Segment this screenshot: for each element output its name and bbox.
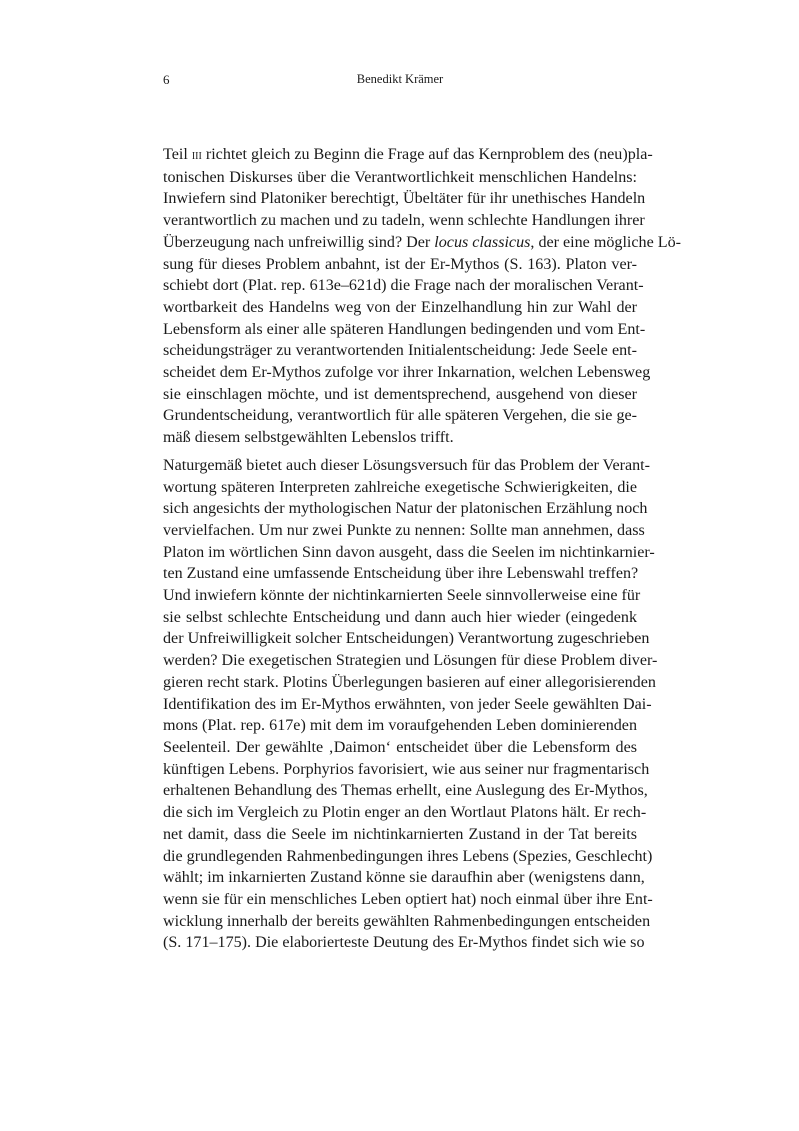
text-line: sung für dieses Problem anbahnt, ist der Er-Mythos (S. 163). Platon ver- bbox=[163, 255, 637, 273]
running-title: Benedikt Krämer bbox=[356, 72, 444, 86]
paragraph bbox=[163, 455, 658, 954]
text-line: die sich im Vergleich zu Plotin enger an den Wortlaut Platons hält. Er rech- bbox=[163, 804, 647, 822]
text-line: künftigen Lebens. Porphyrios favorisiert, wie aus seiner nur fragmentarisch bbox=[163, 760, 650, 778]
text-line: Überzeugung nach unfreiwillig sind? Der locus classicus, der eine mögliche Lö- bbox=[163, 233, 681, 251]
text-line: scheidet dem Er-Mythos zufolge vor ihrer Inkarnation, welchen Lebensweg bbox=[163, 364, 651, 382]
text-line: wortung späteren Interpreten zahlreiche exegetische Schwierigkeiten, die bbox=[163, 478, 637, 496]
page-number: 6 bbox=[163, 72, 170, 87]
text-line: sie einschlagen möchte, und ist dementsprechend, ausgehend von dieser bbox=[163, 385, 637, 403]
text-line: mäß diesem selbstgewählten Lebenslos trifft. bbox=[163, 429, 454, 447]
text-line: sie selbst schlechte Entscheidung und dann auch hier wieder (eingedenk bbox=[163, 608, 637, 626]
text-line: Naturgemäß bietet auch dieser Lösungsversuch für das Problem der Verant- bbox=[163, 456, 650, 474]
text-line: scheidungsträger zu verantwortenden Initialentscheidung: Jede Seele ent- bbox=[163, 342, 637, 360]
text-line: wenn sie für ein menschliches Leben optiert hat) noch einmal über ihre Ent- bbox=[163, 890, 653, 908]
text-line: Platon im wörtlichen Sinn davon ausgeht, dass die Seelen im nichtinkarnier- bbox=[163, 543, 655, 561]
italic-term: locus classicus bbox=[434, 233, 531, 251]
running-head bbox=[163, 72, 637, 92]
text-line: Grundentscheidung, verantwortlich für alle späteren Vergehen, die sie ge- bbox=[163, 407, 638, 425]
text-line: ten Zustand eine umfassende Entscheidung über ihre Lebenswahl treffen? bbox=[163, 565, 639, 583]
part-numeral: iii bbox=[191, 147, 202, 163]
body-text bbox=[163, 144, 681, 954]
text-line: sich angesichts der mythologischen Natur der platonischen Erzählung noch bbox=[163, 500, 648, 518]
text-line: Identifikation des im Er-Mythos erwähnten, von jeder Seele gewählten Dai- bbox=[163, 695, 652, 713]
text-line: wählt; im inkarnierten Zustand könne sie daraufhin aber (wenigstens dann, bbox=[163, 869, 645, 887]
text-line: Teil iii richtet gleich zu Beginn die Frage auf das Kernproblem des (neu)pla- bbox=[163, 146, 653, 163]
text-line: (S. 171–175). Die elaborierteste Deutung des Er-Mythos findet sich wie so bbox=[163, 934, 645, 952]
text-line: schiebt dort (Plat. rep. 613e–621d) die Frage nach der moralischen Verant- bbox=[163, 277, 644, 295]
text-line: Lebensform als einer alle späteren Handlungen bedingenden und vom Ent- bbox=[163, 320, 646, 338]
text-line: tonischen Diskurses über die Verantwortlichkeit menschlichen Handelns: bbox=[163, 168, 637, 186]
text-line: die grundlegenden Rahmenbedingungen ihres Lebens (Spezies, Geschlecht) bbox=[163, 847, 653, 865]
text-line: werden? Die exegetischen Strategien und Lösungen für diese Problem diver- bbox=[163, 652, 658, 670]
paragraph bbox=[163, 144, 681, 449]
text-line: net damit, dass die Seele im nichtinkarnierten Zustand in der Tat bereits bbox=[163, 825, 637, 843]
text-line: Und inwiefern könnte der nichtinkarnierten Seele sinnvollerweise eine für bbox=[163, 587, 641, 605]
text-line: vervielfachen. Um nur zwei Punkte zu nennen: Sollte man annehmen, dass bbox=[163, 521, 645, 539]
text-line: mons (Plat. rep. 617e) mit dem im voraufgehenden Leben dominierenden bbox=[163, 717, 637, 735]
text-line: verantwortlich zu machen und zu tadeln, wenn schlechte Handlungen ihrer bbox=[163, 212, 645, 230]
text-line: der Unfreiwilligkeit solcher Entscheidungen) Verantwortung zugeschrieben bbox=[163, 630, 650, 648]
text-line: erhaltenen Behandlung des Themas erhellt, eine Auslegung des Er-Mythos, bbox=[163, 782, 648, 800]
text-line: wicklung innerhalb der bereits gewählten Rahmenbedingungen entscheiden bbox=[163, 912, 651, 930]
text-line: Seelenteil. Der gewählte ‚Daimon‘ entscheidet über die Lebensform des bbox=[163, 738, 637, 756]
text-line: wortbarkeit des Handelns weg von der Einzelhandlung hin zur Wahl der bbox=[163, 298, 637, 316]
text-line: gieren recht stark. Plotins Überlegungen basieren auf einer allegorisierenden bbox=[163, 673, 656, 691]
text-line: Inwiefern sind Platoniker berechtigt, Übeltäter für ihr unethisches Handeln bbox=[163, 190, 646, 208]
